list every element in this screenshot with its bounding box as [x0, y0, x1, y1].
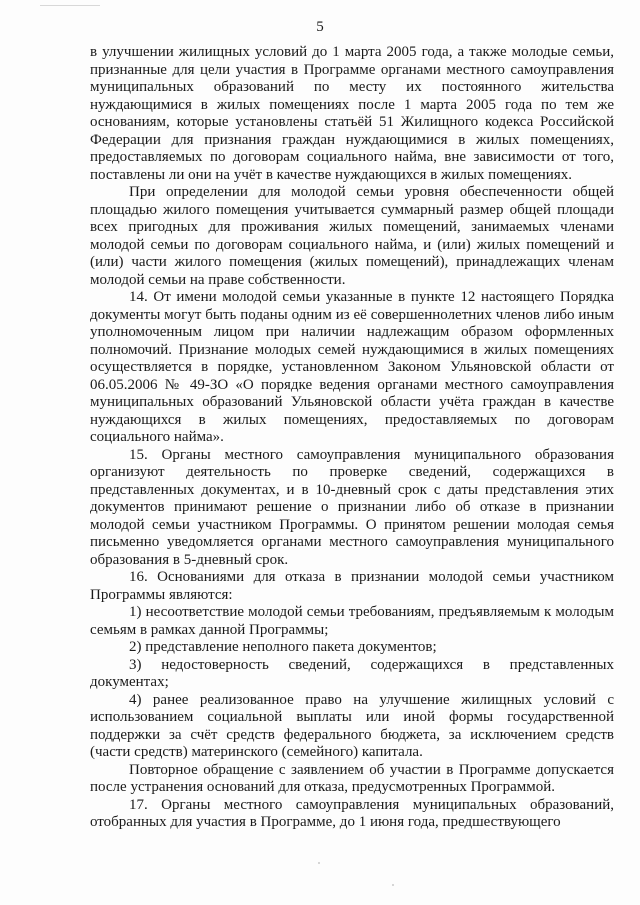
- paragraph-continuation: в улучшении жилищных условий до 1 марта 2005 года, а также молодые семьи, признанные для цели участия в Программе органами местного самоуправления муниципальных образований по месту их постоянного жительства нуждающимися в жилых помещениях после 1 марта 2005 года по тем же основаниям, которые установлены статьёй 51 Жилищного кодекса Российской Федерации для признания граждан нуждающимися в жилых помещениях, предоставляемых по договорам социального найма, вне зависимости от того, поставлены ли они на учёт в качестве нуждающихся в жилых помещениях.: [90, 44, 614, 183]
- page-body: [90, 44, 614, 832]
- scan-artifact-dot: [392, 884, 394, 886]
- list-item-2: 2) представление неполного пакета документов;: [129, 639, 437, 655]
- page-number: 5: [316, 19, 324, 35]
- paragraph-clause-15: 15. Органы местного самоуправления муниципального образования организуют деятельность по проверке сведений, содержащихся в представленных документах, и в 10-дневный срок с даты представления этих документов принимают решение о признании либо об отказе в признании молодой семьи участником Программы. О принятом решении молодая семья письменно уведомляется органами местного самоуправления муниципального образования в 5-дневный срок.: [90, 446, 614, 568]
- scan-artifact-dot: [318, 862, 320, 864]
- paragraph-clause-17: 17. Органы местного самоуправления муниципальных образований, отобранных для участия в Программе, до 1 июня года, предшествующего: [90, 796, 614, 830]
- paragraph-clause-14: 14. От имени молодой семьи указанные в пункте 12 настоящего Порядка документы могут быть поданы одним из её совершеннолетних членов либо иным уполномоченным лицом при наличии надлежащим образом оформленных полномочий. Признание молодых семей нуждающимися в жилых помещениях осуществляется в порядке, установленном Законом Ульяновской области от 06.05.2006 № 49-ЗО «О порядке ведения органами местного самоуправления муниципальных образований Ульяновской области учёта граждан в качестве нуждающихся в жилых помещениях, предоставляемых по договорам социального найма».: [90, 289, 614, 445]
- list-item-3: 3) недостоверность сведений, содержащихся в представленных документах;: [90, 656, 614, 690]
- scan-artifact-line: [40, 5, 100, 6]
- paragraph-clause-16: 16. Основаниями для отказа в признании молодой семьи участником Программы являются:: [90, 569, 614, 603]
- paragraph-area-calculation: При определении для молодой семьи уровня обеспеченности общей площадью жилого помещения учитывается суммарный размер общей площади всех пригодных для проживания жилых помещений, занимаемых членами молодой семьи по договорам социального найма, и (или) жилых помещений и (или) части жилого помещения (жилых помещений), принадлежащих членам молодой семьи на праве собственности.: [90, 184, 614, 288]
- list-item-4: 4) ранее реализованное право на улучшение жилищных условий с использованием социальной выплаты или иной формы государственной поддержки за счёт средств федерального бюджета, за исключением средств (части средств) материнского (семейного) капитала.: [90, 691, 614, 760]
- list-item-1: 1) несоответствие молодой семьи требованиям, предъявляемым к молодым семьям в рамках данной Программы;: [90, 604, 614, 638]
- paragraph-reapplication: Повторное обращение с заявлением об участии в Программе допускается после устранения оснований для отказа, предусмотренных Программой.: [90, 761, 614, 795]
